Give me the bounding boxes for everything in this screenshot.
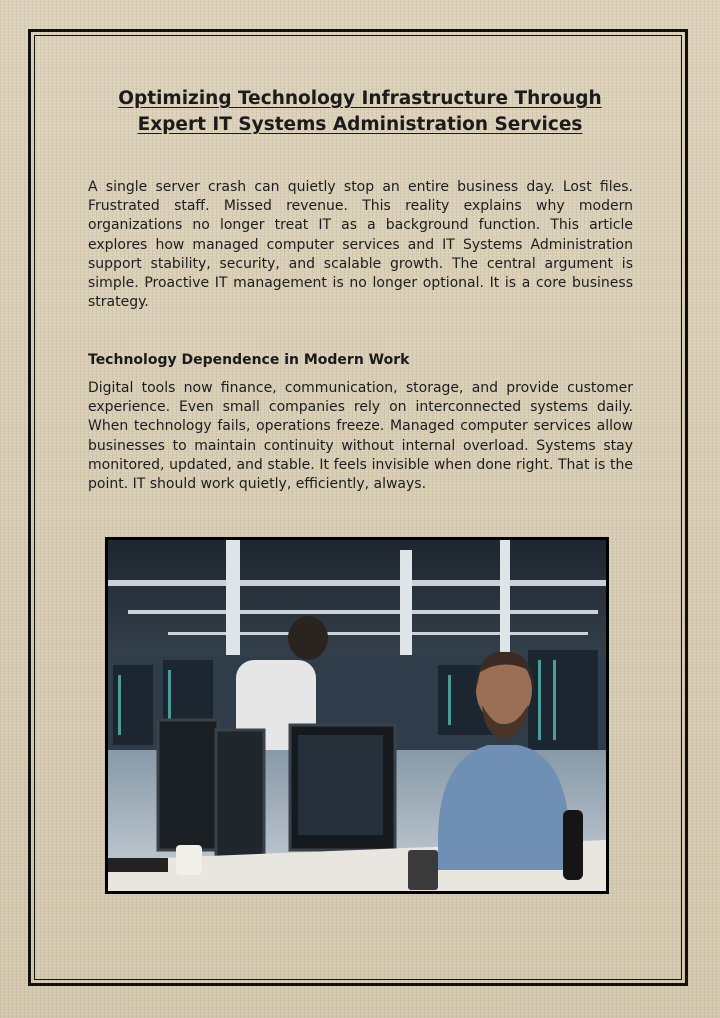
document-title: Optimizing Technology Infrastructure Through Expert IT Systems Administration Services: [118, 88, 602, 135]
section-paragraph: Digital tools now finance, communication, storage, and provide customer experience. Even small companies rely on interconnected systems daily. When technology fails, operations freeze. Managed computer services allow businesses to maintain continuity without internal overload. Systems stay monitored, updated, and stable. It feels invisible when done right. That is the point. IT should work quietly, efficiently, always.: [88, 380, 633, 493]
photo-office-it-workers-icon: [108, 540, 606, 891]
office-photo: [105, 537, 609, 894]
section-heading: Technology Dependence in Modern Work: [88, 352, 410, 368]
intro-paragraph: A single server crash can quietly stop an entire business day. Lost files. Frustrated staff. Missed revenue. This reality explains why modern organizations no longer treat IT as a background function. This article explores how managed computer services and IT Systems Administration support stability, security, and scalable growth. The central argument is simple. Proactive IT management is no longer optional. It is a core business strategy.: [88, 179, 633, 311]
